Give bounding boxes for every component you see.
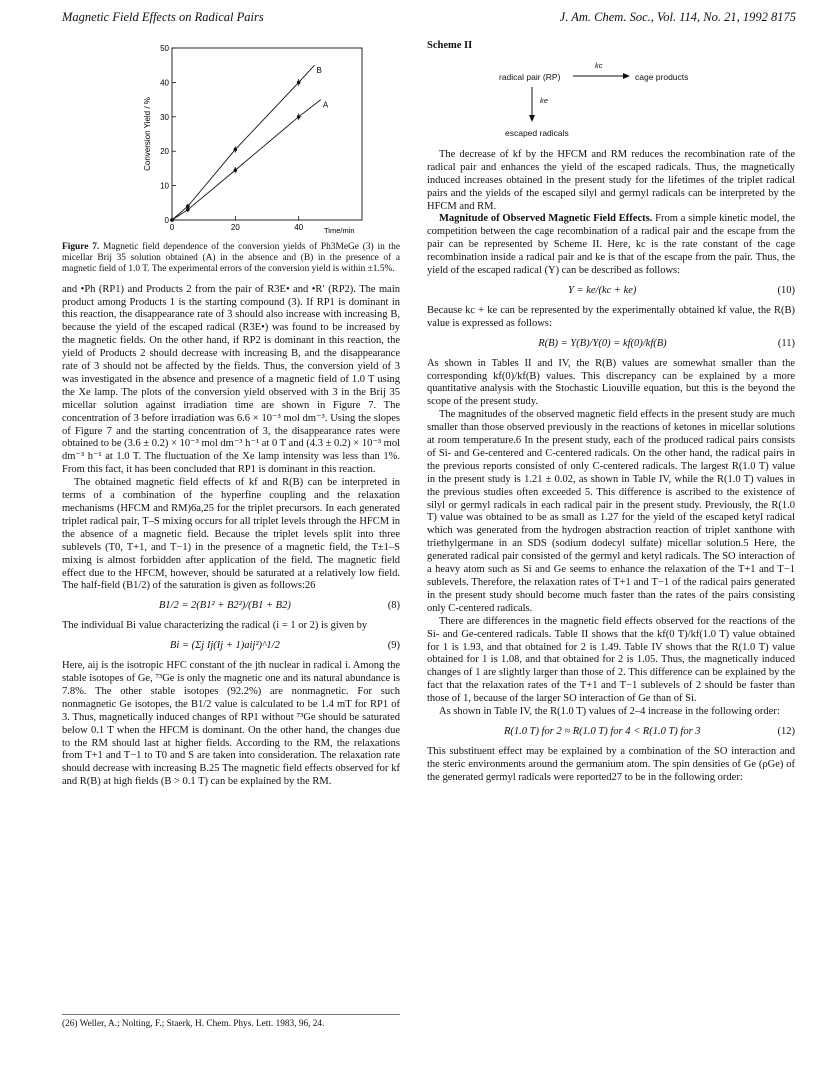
scheme-kc-label: kc <box>595 60 603 70</box>
figure-label: Figure 7. <box>62 242 100 252</box>
data-point-A <box>234 168 238 172</box>
y-tick-label: 10 <box>160 181 169 191</box>
running-header <box>62 10 796 30</box>
left-paragraph-3: The individual Bi value characterizing the radical (i = 1 or 2) is given by <box>62 620 368 632</box>
right-paragraph-1: The decrease of kf by the HFCM and RM reduces the recombination rate of the radical pair and enhances the yield of the escaped radicals. Thus, the magnetically induced increases obtained in the present study for the lifetimes of the triplet radical pairs and the yields of the escaped silyl and germyl radicals can be interpreted by the HFCM and RM. <box>427 148 795 212</box>
right-paragraph-3: Because kc + ke can be represented by the experimentally obtained kf value, the R(B) value is expressed as follows: <box>427 304 795 329</box>
section-heading: Magnitude of Observed Magnetic Field Effects. <box>439 213 653 225</box>
equation-11-body: R(B) = Y(B)/Y(0) = kf(0)/kf(B) <box>538 337 667 349</box>
scheme-ke-label: ke <box>540 95 548 105</box>
data-point-B <box>186 204 190 208</box>
equation-10-number: (10) <box>777 284 795 296</box>
equation-12-body: R(1.0 T) for 2 ≈ R(1.0 T) for 4 < R(1.0 T) for 3 <box>503 725 701 737</box>
scheme-2-diagram <box>427 57 795 149</box>
conversion-yield-plot <box>62 40 400 240</box>
equation-9 <box>62 640 400 653</box>
series-label-B: B <box>316 66 322 76</box>
equation-12-number: (12) <box>777 725 795 737</box>
x-tick-label: 0 <box>169 223 175 232</box>
footnote-26: (26) Weller, A.; Nolting, F.; Staerk, H. Chem. Phys. Lett. 1983, 96, 24. <box>62 1014 400 1029</box>
equation-11-number: (11) <box>777 337 795 349</box>
y-tick-label: 40 <box>160 78 169 88</box>
left-paragraph-4: Here, aij is the isotropic HFC constant of the jth nuclear in radical i. Among the stable isotopes of Ge, ⁷³Ge is only the magnetic one and its natural abundance is 7.8%. The other stable isotopes (92.2%) are nonmagnetic. For such nonmagnetic Ge isotopes, the B1/2 value is calculated to be 1.4 mT for RP1 of 3. Thus, magnetically induced changes of RP1 without ⁷³Ge should be saturated below 0.1 T when the HFCM is dominant. On the other hand, the changes due to the RM should last at higher fields. According to the RM, the relaxations from T+1 and T−1 to T0 and S are taken into consideration. The relaxation rate should decrease with increasing B.25 The magnetic field effects observed for kf and R(B) at high fields (B > 0.1 T) can be explained by the RM. <box>62 660 400 788</box>
data-point-A <box>297 115 301 119</box>
right-paragraph-8: This substituent effect may be explained by a combination of the SO interaction and the steric environments around the germanium atom. The spin densities of Ge (ρGe) of the generated germyl radicals were reported27 to be in the following order: <box>427 745 795 783</box>
equation-12 <box>427 726 795 739</box>
scheme-radical-pair: radical pair (RP) <box>499 71 561 82</box>
right-paragraph-2 <box>427 213 795 278</box>
y-axis-label: Conversion Yield / % <box>143 97 152 171</box>
data-point-B <box>297 81 301 85</box>
scheme-cage-products: cage products <box>635 71 689 82</box>
figure-caption <box>62 242 400 276</box>
scheme-escaped-radicals: escaped radicals <box>505 127 569 138</box>
figure-caption-text: Magnetic field dependence of the conversion yields of Ph3MeGe (3) in the micellar Brij 35 solution obtained (A) in the absence and (B) in the presence of a magnetic field of 1.0 T. The experimental errors of the conversion yield is within ±1.5%. <box>62 242 401 275</box>
x-tick-label: 40 <box>294 223 304 232</box>
y-tick-label: 50 <box>160 44 169 53</box>
series-line-B <box>172 65 315 220</box>
y-tick-label: 0 <box>164 216 169 225</box>
header-citation: J. Am. Chem. Soc., Vol. 114, No. 21, 1992 8175 <box>559 10 796 24</box>
figure-7-chart <box>62 40 400 240</box>
y-tick-label: 30 <box>160 112 169 122</box>
right-paragraph-7: As shown in Table IV, the R(1.0 T) values of 2–4 increase in the following order: <box>439 706 780 718</box>
scheme-title: Scheme II <box>427 40 473 51</box>
equation-11 <box>427 338 795 351</box>
equation-8 <box>62 600 400 613</box>
right-paragraph-5: The magnitudes of the observed magnetic field effects in the present study are much smaller than those observed previously in the reactions of ketones in micellar solutions at room temperature.6 In the present study, each of the produced radical pairs consists of Si- and Ge-centered and C-centered radicals. On the other hand, the radical pairs in the previous reports consisted of only C-centered radicals. The largest R(1.0 T) value in the present study is 1.21 ± 0.02, as shown in Table IV, while the R(1.0 T) values in the previous studies often exceeded 5. This difference is ascribed to the existence of silyl or germyl radicals in each radical pair in the present study. Previously, the R(1.0 T) value was obtained to be as small as 1.27 for the yield of the escaped ketyl radical which was generated from the hydrogen abstraction reaction of triplet xanthone with triethylgermane in an SDS (sodium dodecyl sulfate) micellar solution.5 Here, the generated radical pair consisted of the germyl and ketyl radicals. The SO interaction of a heavy atom such as Si and Ge seems to enhance the relaxation of the T+1 and T−1 sublevels. Therefore, the relaxation rates of T+1 and T−1 of the radical pairs generated in the present study should become much faster than the rates of the pairs consisting only C-centered radicals. <box>427 409 795 614</box>
x-axis-label: Time/min <box>324 226 355 235</box>
equation-8-number: (8) <box>387 600 400 612</box>
header-title: Magnetic Field Effects on Radical Pairs <box>62 10 264 24</box>
equation-9-number: (9) <box>387 640 400 652</box>
right-paragraph-2-text: From a simple kinetic model, the competition between the cage recombination of a radical pair and the escape from the pair can be represented by Scheme II. Here, kc is the rate constant of the cage recombination inside a radical pair and ke is that of the escape from the pair. Thus, the yield of the escaped radical (Y) can be described as follows: <box>427 213 796 277</box>
y-tick-label: 20 <box>160 147 169 157</box>
equation-10-body: Y = ke/(kc + ke) <box>568 284 637 296</box>
equation-9-body: Bi = (Σj Ij(Ij + 1)aij²)^1/2 <box>169 640 280 652</box>
left-paragraph-1: and •Ph (RP1) and Products 2 from the pair of R3E• and •R′ (RP2). The main product among Products 1 is the starting compound (3). If RP1 is dominant in this reaction, the disappearance rate of 3 should also increase with increasing B, because the yield of the escaped radical (R3E•) was found to be increased by the magnetic fields. On the other hand, if RP2 is dominant in this reaction, the yield of Products 2 should decrease with increasing B, and the disappearance rate of 3 should not be affected by the fields. Thus, the conversion yield of 3 was investigated in the absence and presence of a magnetic field of 1.0 T using the Xe lamp. The plots of the conversion yield observed with 3 in the Brij 35 micellar solution against irradiation time are shown in Figure 7. The concentration of 3 before irradiation was 6.6 × 10⁻³ mol dm⁻³. Using the slopes of Figure 7 and the starting concentration of 3, the disappearance rates were obtained to be (3.6 ± 0.2) × 10⁻³ mol dm⁻³ h⁻¹ at 0 T and (4.3 ± 0.2) × 10⁻³ mol dm⁻³ h⁻¹ at 1.0 T. The fluctuation of the Xe lamp intensity was less than 1%. From this fact, it has been concluded that RP1 is dominant in this reaction. <box>62 283 400 476</box>
left-paragraph-2: The obtained magnetic field effects of kf and R(B) can be interpreted in terms of a combination of the hyperfine coupling and the relaxation mechanisms (HFCM and RM)6a,25 for the triplet precursors. In each generated triplet radical pair, T–S mixing occurs for all triplet levels through the HFCM in the absence of a magnetic field. Because the triplet levels split into three sublevels (T0, T+1, and T−1) in the presence of a magnetic field, the T±1–S mixing is almost forbidden after application of the field. The magnetic field effect due to the HFCM, however, should be saturated at a relatively low field. The half-field (B1/2) of the saturation is given as follows:26 <box>62 477 400 592</box>
plot-frame <box>172 48 362 220</box>
equation-10 <box>427 285 795 298</box>
right-paragraph-4: As shown in Tables II and IV, the R(B) values are somewhat smaller than the corresponding kf(0)/kf(B) values. This discrepancy can be explained by a more quantitative analysis with the Stochastic Liouville equation, but this is the beyond the scope of the present study. <box>427 357 795 408</box>
right-column <box>427 40 795 785</box>
data-point-B <box>170 218 174 222</box>
series-label-A: A <box>322 100 329 110</box>
arrow-down-icon <box>525 85 539 123</box>
right-paragraph-6: There are differences in the magnetic field effects observed for the reactions of the Si- and Ge-centered radicals. Table II shows that the kf(0 T)/kf(1.0 T) value obtained for 1 is 1.93, and that obtained for 2 is 1.49. Table IV shows that the R(1.0 T) value obtained for 1 is 1.08, and that obtained for 2 is 1.05. Thus, the magnetically induced changes of 1 are slightly larger than those of 2. This difference can be explained by the fact that the relaxation rates of the T+1 and T−1 sublevels of 2 should be faster than those of 1, because of the larger SO interaction of Ge than of Si. <box>427 615 795 705</box>
data-point-B <box>234 148 238 152</box>
left-column <box>62 40 400 789</box>
equation-8-body: B1/2 = 2(B1² + B2²)/(B1 + B2) <box>158 600 291 612</box>
x-tick-label: 20 <box>230 223 240 232</box>
